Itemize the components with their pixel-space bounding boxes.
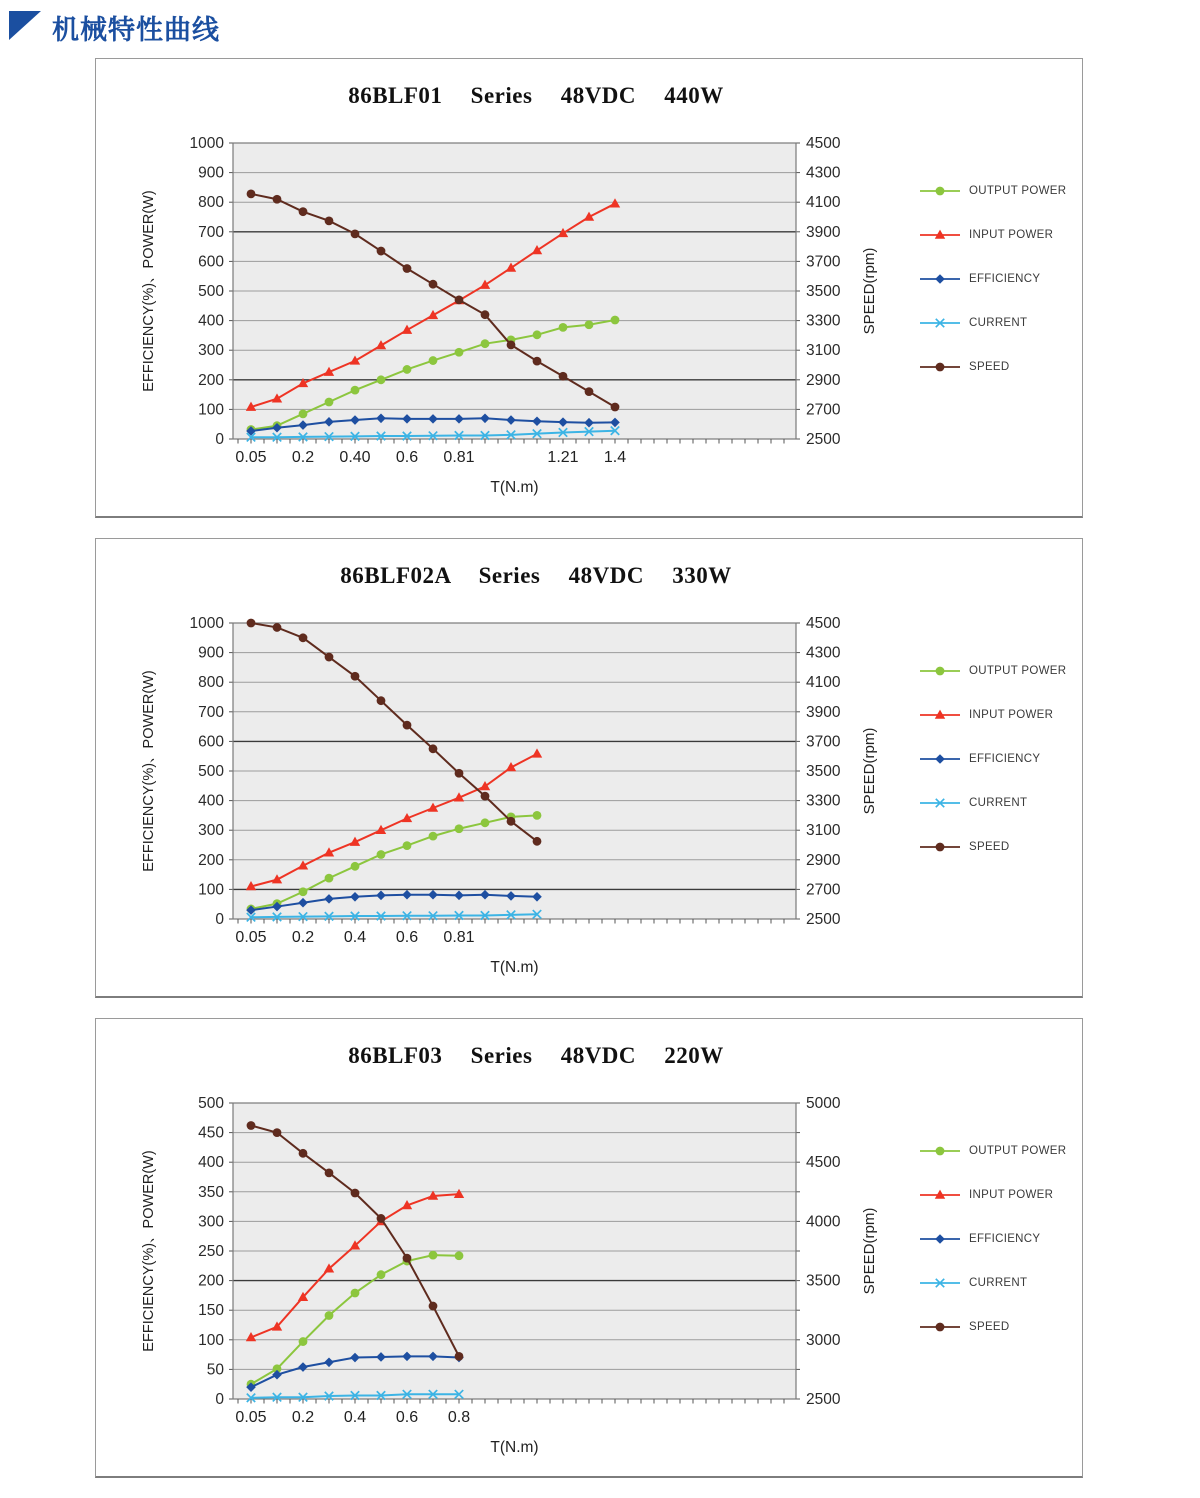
left-axis-tick-label: 500	[198, 283, 224, 300]
legend-item-current	[919, 781, 1066, 825]
left-axis-tick-label: 700	[198, 223, 224, 241]
x-axis-title: T(N.m)	[490, 959, 539, 976]
left-axis-tick-label: 400	[198, 312, 224, 330]
legend-label: CURRENT	[969, 1277, 1028, 1289]
legend-marker-icon	[919, 1188, 961, 1202]
legend-marker-icon	[919, 1232, 961, 1246]
legend-marker-icon	[919, 1276, 961, 1290]
chart-legend	[919, 649, 1066, 869]
x-axis-title: T(N.m)	[490, 479, 539, 496]
page-header	[8, 8, 1200, 46]
x-axis-tick-label: 0.2	[291, 1409, 315, 1426]
chart-legend	[919, 169, 1066, 389]
legend-label: SPEED	[969, 361, 1010, 373]
legend-marker-icon	[919, 664, 961, 678]
legend-marker-icon	[919, 184, 961, 198]
right-axis-tick-label: 3700	[806, 733, 841, 751]
x-axis-tick-label: 0.4	[343, 1409, 367, 1426]
right-axis-tick-label: 2900	[806, 851, 841, 869]
legend-label: INPUT POWER	[969, 709, 1054, 721]
legend-marker-icon	[919, 1144, 961, 1158]
legend-item-speed	[919, 345, 1066, 389]
legend-label: OUTPUT POWER	[969, 185, 1067, 197]
chart-legend	[919, 1129, 1066, 1349]
right-axis-tick-label: 5000	[806, 1095, 841, 1112]
right-axis-tick-label: 2700	[806, 401, 841, 419]
legend-item-efficiency	[919, 257, 1066, 301]
legend-marker-icon	[919, 796, 961, 810]
left-axis-tick-label: 500	[198, 763, 224, 780]
left-axis-tick-label: 800	[198, 674, 224, 692]
right-axis-tick-label: 3900	[806, 703, 841, 721]
left-axis-tick-label: 400	[198, 792, 224, 810]
legend-item-output-power	[919, 649, 1066, 693]
x-axis-tick-label: 0.05	[235, 449, 267, 466]
right-axis-tick-label: 2500	[806, 1391, 841, 1408]
legend-marker-icon	[919, 752, 961, 766]
x-axis-tick-label: 0.4	[343, 929, 367, 946]
x-axis-tick-label: 0.6	[395, 929, 419, 946]
left-axis-tick-label: 300	[198, 822, 224, 840]
left-axis-tick-label: 400	[198, 1154, 224, 1172]
legend-item-efficiency	[919, 737, 1066, 781]
legend-label: INPUT POWER	[969, 229, 1054, 241]
legend-label: SPEED	[969, 1321, 1010, 1333]
right-axis-tick-label: 2500	[806, 911, 841, 928]
left-axis-tick-label: 100	[198, 881, 224, 899]
right-axis-tick-label: 4100	[806, 674, 841, 692]
legend-item-input-power	[919, 693, 1066, 737]
left-axis-tick-label: 450	[198, 1124, 224, 1142]
legend-marker-icon	[919, 1320, 961, 1334]
x-axis-tick-label: 0.05	[235, 929, 267, 946]
legend-item-efficiency	[919, 1217, 1066, 1261]
right-axis-tick-label: 3000	[806, 1331, 841, 1349]
legend-marker-icon	[919, 840, 961, 854]
right-axis-tick-label: 2500	[806, 431, 841, 448]
legend-marker-icon	[919, 272, 961, 286]
left-axis-tick-label: 900	[198, 644, 224, 662]
right-axis-tick-label: 4500	[806, 1154, 841, 1172]
left-axis-tick-label: 150	[198, 1302, 224, 1320]
legend-marker-icon	[919, 316, 961, 330]
right-axis-tick-label: 4300	[806, 644, 841, 662]
left-axis-tick-label: 300	[198, 342, 224, 360]
left-axis-tick-label: 800	[198, 194, 224, 212]
left-axis-tick-label: 100	[198, 401, 224, 419]
right-axis-tick-label: 3700	[806, 253, 841, 271]
right-axis-title: SPEED(rpm)	[861, 727, 878, 815]
x-axis-tick-label: 0.2	[291, 449, 315, 466]
left-axis-title: EFFICIENCY(%)、POWER(W)	[141, 670, 157, 872]
right-axis-tick-label: 3500	[806, 1272, 841, 1290]
x-axis-title: T(N.m)	[490, 1439, 539, 1456]
legend-label: OUTPUT POWER	[969, 665, 1067, 677]
legend-item-current	[919, 301, 1066, 345]
x-axis-tick-label: 0.2	[291, 929, 315, 946]
left-axis-tick-label: 600	[198, 253, 224, 271]
right-axis-tick-label: 3300	[806, 312, 841, 330]
x-axis-tick-label: 0.81	[443, 929, 475, 946]
right-axis-tick-label: 3100	[806, 342, 841, 360]
section-flag-icon	[8, 9, 42, 46]
right-axis-tick-label: 3300	[806, 792, 841, 810]
legend-marker-icon	[919, 708, 961, 722]
left-axis-tick-label: 200	[198, 851, 224, 869]
chart-title: 86BLF01 Series 48VDC 440W	[348, 83, 724, 108]
x-axis-tick-label: 0.05	[235, 1409, 267, 1426]
charts-container	[95, 58, 1085, 1478]
right-axis-tick-label: 3500	[806, 763, 841, 780]
legend-label: EFFICIENCY	[969, 1233, 1041, 1245]
x-axis-tick-label: 1.21	[547, 449, 579, 466]
chart-panel	[95, 58, 1083, 518]
chart-title: 86BLF02A Series 48VDC 330W	[340, 563, 732, 588]
legend-item-output-power	[919, 1129, 1066, 1173]
page-title: 机械特性曲线	[52, 14, 220, 45]
x-axis-tick-label: 0.6	[395, 449, 419, 466]
x-axis-tick-label: 0.8	[447, 1409, 471, 1426]
right-axis-tick-label: 4100	[806, 194, 841, 212]
right-axis-tick-label: 4500	[806, 135, 841, 152]
legend-label: EFFICIENCY	[969, 753, 1041, 765]
right-axis-tick-label: 2900	[806, 371, 841, 389]
legend-marker-icon	[919, 228, 961, 242]
x-axis-tick-label: 0.40	[339, 449, 371, 466]
x-axis-tick-label: 0.81	[443, 449, 475, 466]
left-axis-tick-label: 100	[198, 1331, 224, 1349]
right-axis-title: SPEED(rpm)	[861, 247, 878, 335]
chart-title: 86BLF03 Series 48VDC 220W	[348, 1043, 724, 1068]
left-axis-tick-label: 900	[198, 164, 224, 182]
legend-label: CURRENT	[969, 797, 1028, 809]
left-axis-tick-label: 200	[198, 371, 224, 389]
right-axis-tick-label: 3100	[806, 822, 841, 840]
legend-item-speed	[919, 1305, 1066, 1349]
right-axis-tick-label: 3500	[806, 283, 841, 300]
left-axis-tick-label: 0	[215, 431, 224, 448]
left-axis-title: EFFICIENCY(%)、POWER(W)	[141, 190, 157, 392]
left-axis-tick-label: 300	[198, 1213, 224, 1231]
legend-item-input-power	[919, 1173, 1066, 1217]
legend-item-speed	[919, 825, 1066, 869]
right-axis-tick-label: 4300	[806, 164, 841, 182]
left-axis-title: EFFICIENCY(%)、POWER(W)	[141, 1150, 157, 1352]
left-axis-tick-label: 250	[198, 1243, 224, 1260]
legend-label: INPUT POWER	[969, 1189, 1054, 1201]
right-axis-tick-label: 2700	[806, 881, 841, 899]
left-axis-tick-label: 1000	[189, 135, 224, 152]
legend-label: OUTPUT POWER	[969, 1145, 1067, 1157]
legend-label: SPEED	[969, 841, 1010, 853]
legend-label: CURRENT	[969, 317, 1028, 329]
right-axis-title: SPEED(rpm)	[861, 1207, 878, 1295]
legend-item-output-power	[919, 169, 1066, 213]
x-axis-tick-label: 0.6	[395, 1409, 419, 1426]
left-axis-tick-label: 50	[206, 1361, 224, 1379]
left-axis-tick-label: 0	[215, 1391, 224, 1408]
legend-item-current	[919, 1261, 1066, 1305]
x-axis-tick-label: 1.4	[603, 449, 627, 466]
right-axis-tick-label: 3900	[806, 223, 841, 241]
left-axis-tick-label: 500	[198, 1095, 224, 1112]
right-axis-tick-label: 4000	[806, 1213, 841, 1231]
left-axis-tick-label: 700	[198, 703, 224, 721]
legend-marker-icon	[919, 360, 961, 374]
chart-panel	[95, 538, 1083, 998]
left-axis-tick-label: 0	[215, 911, 224, 928]
right-axis-tick-label: 4500	[806, 615, 841, 632]
left-axis-tick-label: 1000	[189, 615, 224, 632]
left-axis-tick-label: 600	[198, 733, 224, 751]
left-axis-tick-label: 350	[198, 1183, 224, 1201]
legend-item-input-power	[919, 213, 1066, 257]
chart-panel	[95, 1018, 1083, 1478]
left-axis-tick-label: 200	[198, 1272, 224, 1290]
legend-label: EFFICIENCY	[969, 273, 1041, 285]
